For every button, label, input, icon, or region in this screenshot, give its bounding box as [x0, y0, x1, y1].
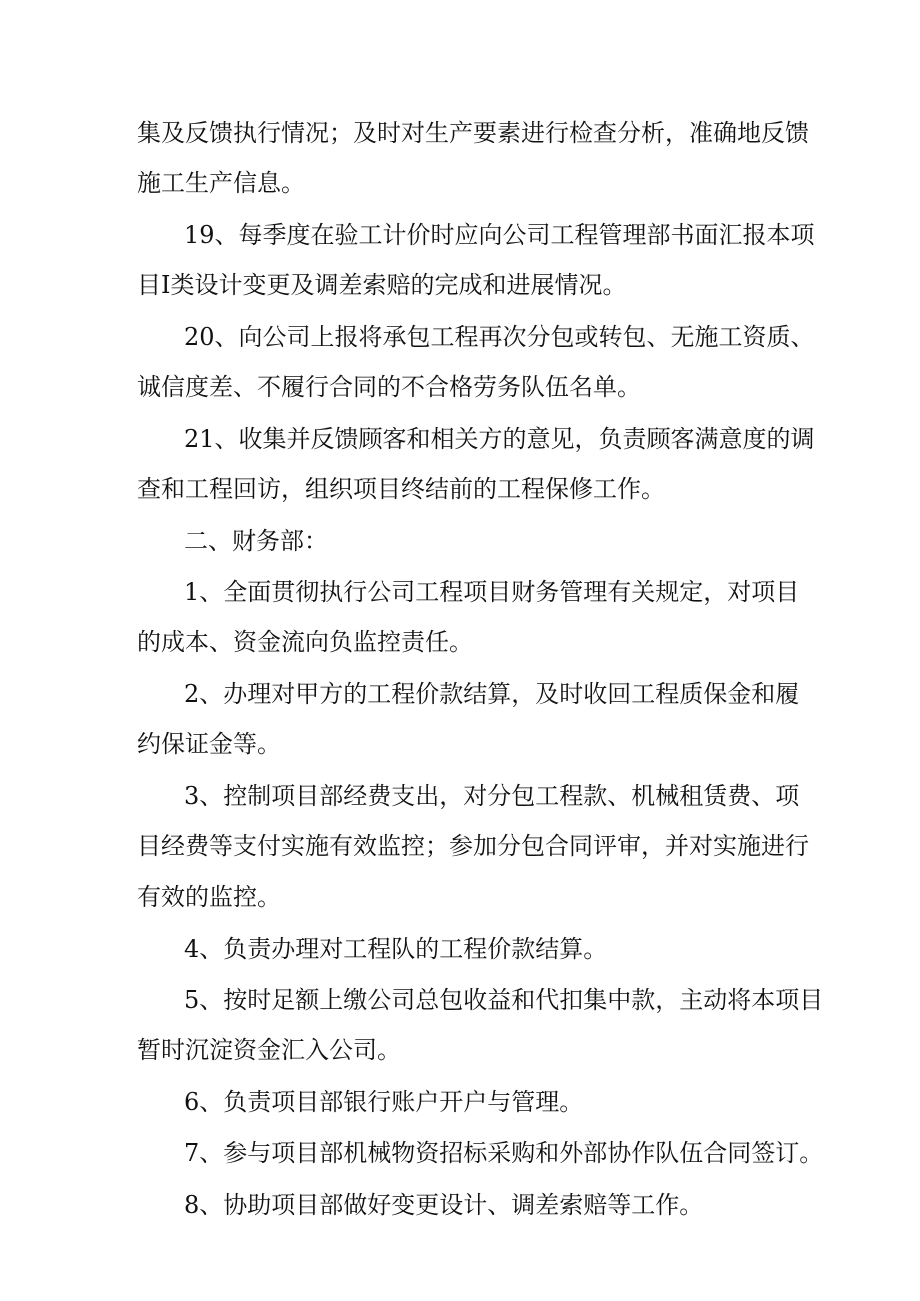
text-line: 4、负责办理对工程队的工程价款结算。: [184, 935, 608, 963]
text-line: 3、控制项目部经费支出，对分包工程款、机械租赁费、项: [184, 782, 800, 810]
text-line: 1、全面贯彻执行公司工程项目财务管理有关规定，对项目: [184, 578, 800, 606]
text-line: 目Ⅰ类设计变更及调差索赔的完成和进展情况。: [137, 271, 627, 299]
text-line: 19、每季度在验工计价时应向公司工程管理部书面汇报本项: [184, 221, 815, 249]
text-line: 查和工程回访，组织项目终结前的工程保修工作。: [137, 475, 665, 503]
text-line: 施工生产信息。: [137, 169, 305, 197]
text-line: 21、收集并反馈顾客和相关方的意见，负责顾客满意度的调: [184, 425, 815, 453]
text-line: 8、协助项目部做好变更设计、调差索赔等工作。: [184, 1191, 704, 1219]
text-line: 二、财务部：: [184, 527, 328, 555]
text-line: 暂时沉淀资金汇入公司。: [137, 1036, 401, 1064]
text-line: 目经费等支付实施有效监控；参加分包合同评审，并对实施进行: [137, 832, 809, 860]
text-line: 5、按时足额上缴公司总包收益和代扣集中款，主动将本项目: [184, 986, 824, 1014]
text-line: 20、向公司上报将承包工程再次分包或转包、无施工资质、: [184, 323, 815, 351]
text-line: 约保证金等。: [137, 730, 281, 758]
text-line: 有效的监控。: [137, 883, 281, 911]
text-line: 集及反馈执行情况；及时对生产要素进行检查分析，准确地反馈: [137, 119, 809, 147]
text-line: 2、办理对甲方的工程价款结算，及时收回工程质保金和履: [184, 680, 800, 708]
text-line: 7、参与项目部机械物资招标采购和外部协作队伍合同签订。: [184, 1139, 824, 1167]
text-line: 诚信度差、不履行合同的不合格劳务队伍名单。: [137, 373, 641, 401]
text-line: 的成本、资金流向负监控责任。: [137, 628, 473, 656]
text-line: 6、负责项目部银行账户开户与管理。: [184, 1088, 584, 1116]
